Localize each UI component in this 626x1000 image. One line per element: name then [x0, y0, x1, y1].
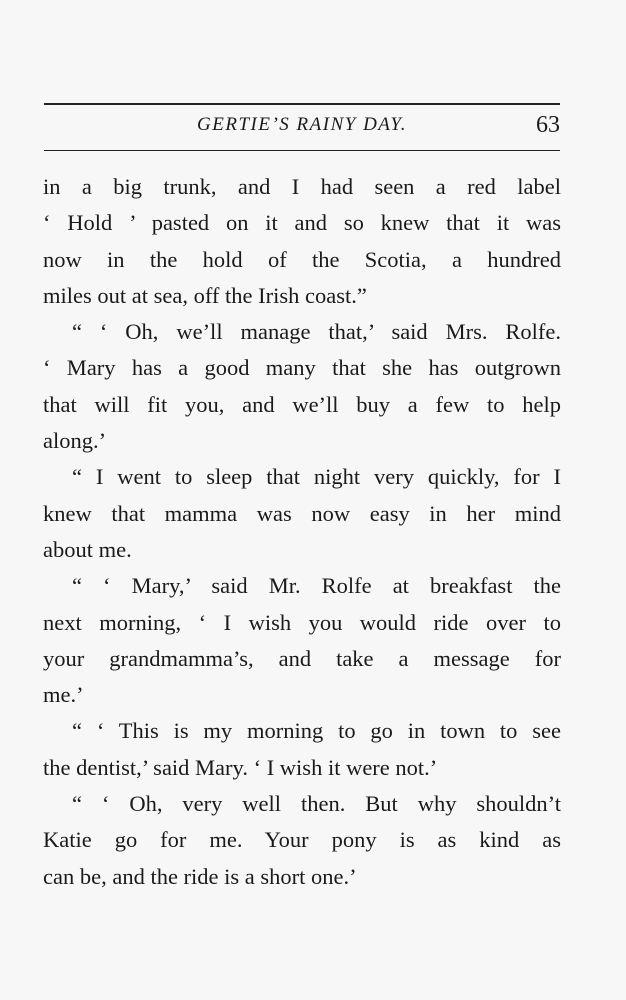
page-number: 63 [536, 112, 560, 138]
text-line: ‘ Mary has a good many that she has outgrown [43, 355, 561, 381]
header-rule-bottom [44, 150, 560, 151]
text-line: me.’ [43, 682, 84, 708]
text-line: “ I went to sleep that night very quickly, for I [72, 464, 561, 490]
text-line: “ ‘ This is my morning to go in town to see [72, 718, 561, 744]
text-line: in a big trunk, and I had seen a red label [43, 174, 561, 199]
text-line: your grandmamma’s, and take a message for [43, 645, 561, 671]
text-line: ‘ Hold ’ pasted on it and so knew that it was [43, 210, 561, 236]
text-line: now in the hold of the Scotia, a hundred [43, 246, 561, 272]
text-line: along.’ [43, 428, 107, 454]
running-head [44, 112, 560, 142]
text-line: that will fit you, and we’ll buy a few to help [43, 391, 561, 417]
body-text [43, 169, 561, 895]
text-line: “ ‘ Mary,’ said Mr. Rolfe at breakfast the [72, 573, 561, 599]
header-rule-top [44, 103, 560, 105]
text-line: next morning, ‘ I wish you would ride over to [43, 609, 561, 635]
text-line: “ ‘ Oh, we’ll manage that,’ said Mrs. Rolfe. [72, 319, 561, 345]
text-line: Katie go for me. Your pony is as kind as [43, 827, 561, 853]
text-line: miles out at sea, off the Irish coast.” [43, 282, 367, 308]
running-title: GERTIE’S RAINY DAY. [197, 114, 407, 135]
text-line: “ ‘ Oh, very well then. But why shouldn’t [72, 791, 561, 817]
text-line: the dentist,’ said Mary. ‘ I wish it were not.’ [43, 754, 438, 780]
text-line: knew that mamma was now easy in her mind [43, 500, 561, 526]
text-line: can be, and the ride is a short one.’ [43, 863, 357, 889]
text-line: about me. [43, 536, 132, 562]
